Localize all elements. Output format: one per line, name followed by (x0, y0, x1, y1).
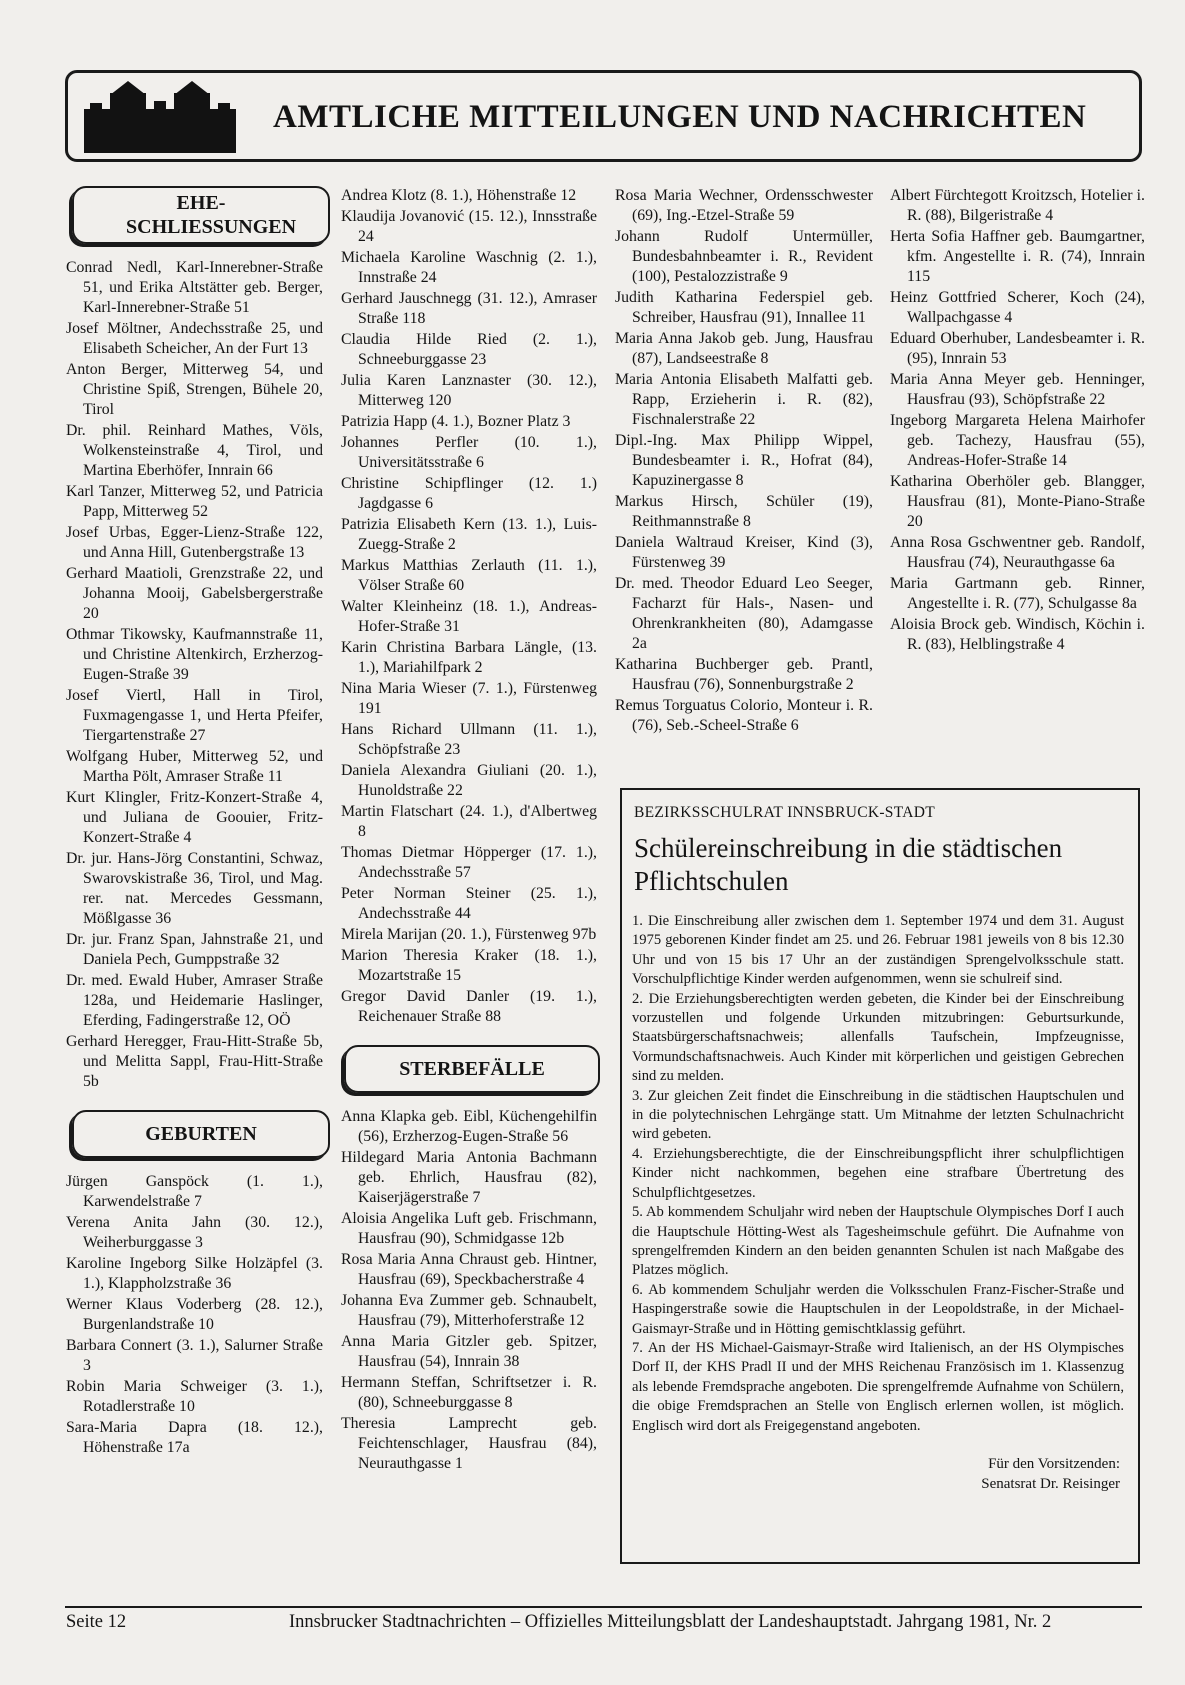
list-item: Sara-Maria Dapra (18. 12.), Höhenstraße 17a (66, 1419, 323, 1456)
list-item: Aloisia Angelika Luft geb. Frischmann, Hausfrau (90), Schmidgasse 12b (341, 1210, 597, 1247)
sterbe-list-4 (890, 186, 1145, 655)
sterbe-list-2 (341, 1107, 597, 1474)
list-item: Julia Karen Lanznaster (30. 12.), Mitterweg 120 (341, 372, 597, 409)
list-item: Rosa Maria Wechner, Ordensschwester (69), Ing.-Etzel-Straße 59 (615, 187, 873, 224)
section-heading-sterbefaelle: STERBEFÄLLE (344, 1045, 600, 1093)
geburten-list-1 (66, 1172, 323, 1458)
column-4 (890, 186, 1145, 656)
notice-paragraph: 1. Die Einschreibung aller zwischen dem 1. September 1974 und dem 31. August 1975 geborenen Kinder findet am 25. und 26. Februar 1981 jeweils von 8 bis 12.30 Uhr und von 15 bis 17 Uhr an der zuständigen Sprengelvolksschule statt. Vorschulpflichtige Kinder werden aufgenommen, wenn sie schulreif sind. (632, 913, 1124, 988)
signature-line-1: Für den Vorsitzenden: (988, 1455, 1120, 1472)
list-item: Verena Anita Jahn (30. 12.), Weiherburggasse 3 (66, 1214, 323, 1251)
list-item: Hildegard Maria Antonia Bachmann geb. Ehrlich, Hausfrau (82), Kaiserjägerstraße 7 (341, 1149, 597, 1206)
list-item: Kurt Klingler, Fritz-Konzert-Straße 4, und Juliana de Goouier, Fritz-Konzert-Straße 4 (66, 789, 323, 846)
notice-paragraph: 6. Ab kommendem Schuljahr werden die Volksschulen Franz-Fischer-Straße und Haspingerstraße sowie die Hauptschulen in der Leopoldstraße, in der Michael-Gaismayr-Straße und in Hötting gemischtklassig geführt. (632, 1281, 1124, 1337)
list-item: Anna Maria Gitzler geb. Spitzer, Hausfrau (54), Innrain 38 (341, 1333, 597, 1370)
list-item: Conrad Nedl, Karl-Innerebner-Straße 51, und Erika Altstätter geb. Berger, Karl-Innerebner-Straße 51 (66, 259, 323, 316)
footer-divider (65, 1606, 1142, 1608)
list-item: Jürgen Ganspöck (1. 1.), Karwendelstraße 7 (66, 1173, 323, 1210)
notice-paragraph: 7. An der HS Michael-Gaismayr-Straße wird Italienisch, an der HS Olympisches Dorf II, der KHS Pradl II und der MHS Reichenau Französisch im 1. Klassenzug als lebende Fremdsprache angeboten. Die sprengelfremde Aufnahme von Schülern, die obige Fremdsprachen an Stelle von Englisch erlernen wollen, ist möglich. Englisch wird dort als Freigegenstand angeboten. (632, 1339, 1124, 1434)
list-item: Christine Schipflinger (12. 1.) Jagdgasse 6 (341, 475, 597, 512)
ehe-list (66, 258, 323, 1092)
list-item: Klaudija Jovanović (15. 12.), Innsstraße 24 (341, 208, 597, 245)
list-item: Johann Rudolf Untermüller, Bundesbahnbeamter i. R., Revident (100), Pestalozzistraße 9 (615, 228, 873, 285)
list-item: Dipl.-Ing. Max Philipp Wippel, Bundesbeamter i. R., Hofrat (84), Kapuzinergasse 8 (615, 432, 873, 489)
list-item: Josef Viertl, Hall in Tirol, Fuxmagengasse 1, und Herta Pfeifer, Tiergartenstraße 27 (66, 687, 323, 744)
list-item: Markus Hirsch, Schüler (19), Reithmannstraße 8 (615, 493, 873, 530)
list-item: Karl Tanzer, Mitterweg 52, und Patricia Papp, Mitterweg 52 (66, 483, 323, 520)
list-item: Wolfgang Huber, Mitterweg 52, und Martha Pölt, Amraser Straße 11 (66, 748, 323, 785)
city-coat-of-arms-icon (80, 79, 240, 157)
list-item: Theresia Lamprecht geb. Feichtenschlager, Hausfrau (84), Neurauthgasse 1 (341, 1415, 597, 1472)
list-item: Anton Berger, Mitterweg 54, und Christine Spiß, Strengen, Bühele 20, Tirol (66, 361, 323, 418)
list-item: Patrizia Happ (4. 1.), Bozner Platz 3 (341, 413, 571, 430)
column-2 (341, 186, 597, 1475)
header-banner (65, 70, 1142, 162)
list-item: Aloisia Brock geb. Windisch, Köchin i. R. (83), Helblingstraße 4 (890, 616, 1145, 653)
list-item: Johannes Perfler (10. 1.), Universitätsstraße 6 (341, 434, 597, 471)
list-item: Katharina Buchberger geb. Prantl, Hausfrau (76), Sonnenburgstraße 2 (615, 656, 873, 693)
list-item: Hans Richard Ullmann (11. 1.), Schöpfstraße 23 (341, 721, 597, 758)
list-item: Hermann Steffan, Schriftsetzer i. R. (80), Schneeburggasse 8 (341, 1374, 597, 1411)
list-item: Dr. phil. Reinhard Mathes, Völs, Wolkensteinstraße 4, Tirol, und Martina Eberhöfer, Innrain 66 (66, 422, 323, 479)
list-item: Albert Fürchtegott Kroitzsch, Hotelier i. R. (88), Bilgeristraße 4 (890, 187, 1145, 224)
list-item: Anna Rosa Gschwentner geb. Randolf, Hausfrau (74), Neurauthgasse 6a (890, 534, 1145, 571)
list-item: Robin Maria Schweiger (3. 1.), Rotadlerstraße 10 (66, 1378, 323, 1415)
list-item: Johanna Eva Zummer geb. Schnaubelt, Hausfrau (79), Mitterhoferstraße 12 (341, 1292, 597, 1329)
list-item: Karin Christina Barbara Längle, (13. 1.), Mariahilfpark 2 (341, 639, 597, 676)
list-item: Gerhard Heregger, Frau-Hitt-Straße 5b, und Melitta Sappl, Frau-Hitt-Straße 5b (66, 1033, 323, 1090)
list-item: Heinz Gottfried Scherer, Koch (24), Wallpachgasse 4 (890, 289, 1145, 326)
school-notice-box (620, 788, 1140, 1564)
list-item: Martin Flatschart (24. 1.), d'Albertweg 8 (341, 803, 597, 840)
list-item: Markus Matthias Zerlauth (11. 1.), Völser Straße 60 (341, 557, 597, 594)
notice-paragraph: 3. Zur gleichen Zeit findet die Einschreibung in die städtischen Hauptschulen und in die polytechnischen Lehrgänge statt. Um Mitnahme der letzten Schulnachricht wird gebeten. (632, 1087, 1124, 1143)
list-item: Marion Theresia Kraker (18. 1.), Mozartstraße 15 (341, 947, 597, 984)
list-item: Patrizia Elisabeth Kern (13. 1.), Luis-Zuegg-Straße 2 (341, 516, 597, 553)
list-item: Peter Norman Steiner (25. 1.), Andechsstraße 44 (341, 885, 597, 922)
list-item: Maria Gartmann geb. Rinner, Angestellte i. R. (77), Schulgasse 8a (890, 575, 1145, 612)
geburten-list-2 (341, 186, 597, 1027)
list-item: Walter Kleinheinz (18. 1.), Andreas-Hofer-Straße 31 (341, 598, 597, 635)
list-item: Gerhard Maatioli, Grenzstraße 22, und Johanna Mooij, Gabelsbergerstraße 20 (66, 565, 323, 622)
list-item: Gregor David Danler (19. 1.), Reichenauer Straße 88 (341, 988, 597, 1025)
page-title: AMTLICHE MITTEILUNGEN UND NACHRICHTEN (273, 99, 1087, 135)
section-heading-geburten: GEBURTEN (72, 1110, 330, 1158)
list-item: Ingeborg Margareta Helena Mairhofer geb. Tachezy, Hausfrau (55), Andreas-Hofer-Straße 14 (890, 412, 1145, 469)
list-item: Andrea Klotz (8. 1.), Höhenstraße 12 (341, 187, 577, 204)
list-item: Barbara Connert (3. 1.), Salurner Straße 3 (66, 1337, 323, 1374)
list-item: Werner Klaus Voderberg (28. 12.), Burgenlandstraße 10 (66, 1296, 323, 1333)
list-item: Karoline Ingeborg Silke Holzäpfel (3. 1.), Klappholzstraße 36 (66, 1255, 323, 1292)
list-item: Dr. jur. Hans-Jörg Constantini, Schwaz, Swarovskistraße 36, Tirol, und Mag. rer. nat. Mercedes Gessmann, Mößlgasse 36 (66, 850, 323, 927)
sterbe-list-3 (615, 186, 873, 736)
list-item: Remus Torguatus Colorio, Monteur i. R. (76), Seb.-Scheel-Straße 6 (615, 697, 873, 734)
notice-organization: BEZIRKSSCHULRAT INNSBRUCK-STADT (634, 804, 936, 821)
list-item: Katharina Oberhöler geb. Blangger, Hausfrau (81), Monte-Piano-Straße 20 (890, 473, 1145, 530)
list-item: Josef Möltner, Andechsstraße 25, und Elisabeth Scheicher, An der Furt 13 (66, 320, 323, 357)
list-item: Daniela Alexandra Giuliani (20. 1.), Hunoldstraße 22 (341, 762, 597, 799)
notice-paragraph: 5. Ab kommendem Schuljahr wird neben der Hauptschule Olympisches Dorf I auch die Hauptschule Hötting-West als Tagesheimschule geführt. Die Aufnahme von sprengelfremden Kindern an den beiden genannten Schulen ist nach Maßgabe des Platzes möglich. (632, 1204, 1124, 1279)
list-item: Daniela Waltraud Kreiser, Kind (3), Fürstenweg 39 (615, 534, 873, 571)
list-item: Gerhard Jauschnegg (31. 12.), Amraser Straße 118 (341, 290, 597, 327)
list-item: Josef Urbas, Egger-Lienz-Straße 122, und Anna Hill, Gutenbergstraße 13 (66, 524, 323, 561)
list-item: Mirela Marijan (20. 1.), Fürstenweg 97b (341, 926, 597, 943)
list-item: Maria Anna Jakob geb. Jung, Hausfrau (87), Landseestraße 8 (615, 330, 873, 367)
notice-paragraph: 4. Erziehungsberechtigte, die der Einschreibungspflicht ihrer schulpflichtigen Kinder nicht nachkommen, begehen eine strafbare Übertretung des Schulpflichtgesetzes. (632, 1145, 1124, 1201)
list-item: Dr. med. Theodor Eduard Leo Seeger, Facharzt für Hals-, Nasen- und Ohrenkrankheiten (80), Adamgasse 2a (615, 575, 873, 652)
list-item: Herta Sofia Haffner geb. Baumgartner, kfm. Angestellte i. R. (74), Innrain 115 (890, 228, 1145, 285)
list-item: Claudia Hilde Ried (2. 1.), Schneeburggasse 23 (341, 331, 597, 368)
list-item: Michaela Karoline Waschnig (2. 1.), Innstraße 24 (341, 249, 597, 286)
list-item: Judith Katharina Federspiel geb. Schreiber, Hausfrau (91), Innallee 11 (615, 289, 873, 326)
list-item: Nina Maria Wieser (7. 1.), Fürstenweg 191 (341, 680, 597, 717)
notice-paragraph: 2. Die Erziehungsberechtigten werden gebeten, die Kinder bei der Einschreibung vorzustellen und folgende Urkunden mitzubringen: Geburtsurkunde, Staatsbürgerschaftsnachweis; allenfalls Taufschein, Impfzeugnisse, Vormundschaftsnachweis. Auch Kinder mit körperlichen und geistigen Gebrechen sind zu melden. (632, 990, 1124, 1085)
publication-line: Innsbrucker Stadtnachrichten – Offizielles Mitteilungsblatt der Landeshauptstadt. Jahrgang 1981, Nr. 2 (289, 1612, 1052, 1632)
page-number: Seite 12 (66, 1612, 127, 1632)
column-1 (66, 186, 323, 1459)
list-item: Maria Anna Meyer geb. Henninger, Hausfrau (93), Schöpfstraße 22 (890, 371, 1145, 408)
column-3 (615, 186, 873, 737)
list-item: Rosa Maria Anna Chraust geb. Hintner, Hausfrau (69), Speckbacherstraße 4 (341, 1251, 597, 1288)
section-heading-ehe: EHE-SCHLIESSUNGEN (72, 186, 330, 244)
list-item: Othmar Tikowsky, Kaufmannstraße 11, und Christine Altenkirch, Erzherzog-Eugen-Straße 39 (66, 626, 323, 683)
list-item: Thomas Dietmar Höpperger (17. 1.), Andechsstraße 57 (341, 844, 597, 881)
list-item: Anna Klapka geb. Eibl, Küchengehilfin (56), Erzherzog-Eugen-Straße 56 (341, 1108, 597, 1145)
list-item: Dr. jur. Franz Span, Jahnstraße 21, und Daniela Pech, Gumppstraße 32 (66, 931, 323, 968)
notice-title: Schülereinschreibung in die städtischen Pflichtschulen (634, 833, 1063, 896)
signature-line-2: Senatsrat Dr. Reisinger (981, 1475, 1120, 1492)
list-item: Eduard Oberhuber, Landesbeamter i. R. (95), Innrain 53 (890, 330, 1145, 367)
notice-signature (632, 1454, 1124, 1494)
list-item: Dr. med. Ewald Huber, Amraser Straße 128a, und Heidemarie Haslinger, Eferding, Fadingerstraße 12, OÖ (66, 972, 323, 1029)
notice-body (632, 912, 1124, 1436)
list-item: Maria Antonia Elisabeth Malfatti geb. Rapp, Erzieherin i. R. (82), Fischnalerstraße 22 (615, 371, 873, 428)
